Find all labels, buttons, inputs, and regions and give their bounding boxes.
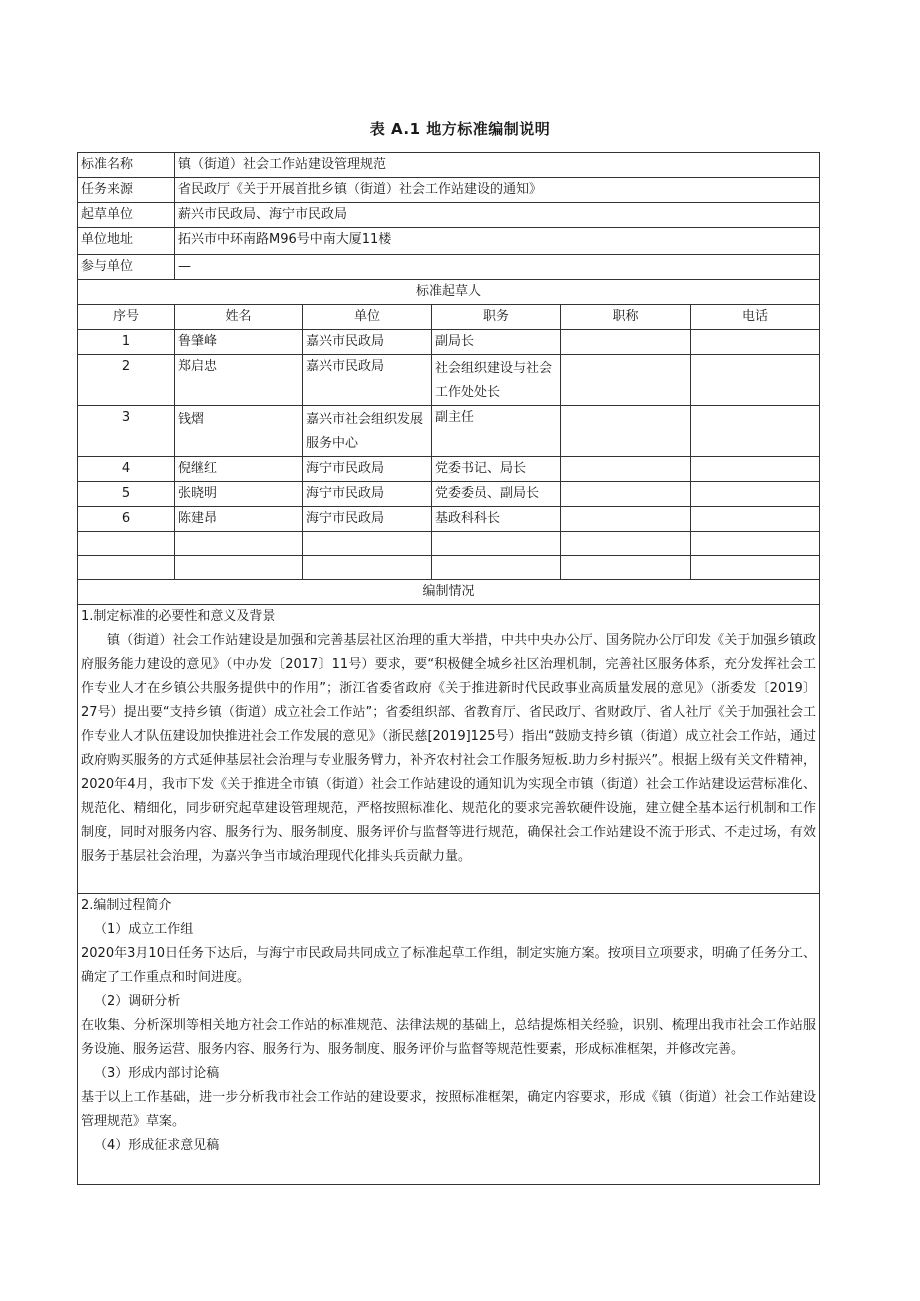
table-row	[78, 507, 820, 532]
row-draft-unit	[78, 203, 820, 228]
step2-body: 在收集、分析深圳等相关地方社会工作站的标准规范、法律法规的基础上，总结提炼相关经验，识别、梳理出我市社会工作站服务设施、服务运营、服务内容、服务行为、服务制度、服务评价与监督等规范性要素，形成标准框架，并修改完善。	[81, 1018, 817, 1057]
cell-no: 3	[78, 406, 175, 457]
col-header-rank: 职称	[561, 305, 691, 330]
part1-heading: 1.制定标准的必要性和意义及背景	[81, 609, 276, 624]
cell-name: 钱熠	[175, 406, 303, 457]
part1-row	[78, 605, 820, 894]
address-value: 拓兴市中环南路M96号中南大厦11楼	[175, 228, 820, 255]
cell-rank	[561, 406, 691, 457]
step2-heading: （2）调研分析	[94, 994, 181, 1009]
cell-no: 4	[78, 457, 175, 482]
cell-rank	[561, 507, 691, 532]
cell-rank	[561, 482, 691, 507]
compilation-section-row	[78, 580, 820, 605]
cell-no: 5	[78, 482, 175, 507]
cell-name: 鲁肇峰	[175, 330, 303, 355]
cell-no: 1	[78, 330, 175, 355]
cell-name: 郑启忠	[175, 355, 303, 406]
cell-unit: 海宁市民政局	[303, 507, 432, 532]
cell-unit: 海宁市民政局	[303, 457, 432, 482]
task-source-value: 省民政厅《关于开展首批乡镇（街道）社会工作站建设的通知》	[175, 178, 820, 203]
page-title: 表 A.1 地方标准编制说明	[369, 120, 551, 138]
row-std-name	[78, 153, 820, 178]
table-row	[78, 406, 820, 457]
part1-body: 镇（街道）社会工作站建设是加强和完善基层社区治理的重大举措，中共中央办公厅、国务院办公厅印发《关于加强乡镇政府服务能力建设的意见》（中办发〔2017〕11号）要求，要“积极健全城乡社区治理机制，完善社区服务体系，充分发挥社会工作专业人才在乡镇公共服务提供中的作用”；浙江省委省政府《关于推进新时代民政事业高质量发展的意见》（浙委发〔2019〕27号）提出要“支持乡镇（街道）成立社会工作站”；省委组织部、省教育厅、省民政厅、省财政厅、省人社厅《关于加强社会工作专业人才队伍建设加快推进社会工作发展的意见》（浙民慈[2019]125号）指出“鼓励支持乡镇（街道）成立社会工作站，通过政府购买服务的方式延伸基层社会治理与专业服务臂力，补齐农村社会工作服务短板.助力乡村振兴”。根据上级有关文件精神，2020年4月，我市下发《关于推进全市镇（街道）社会工作站建设的通知讥为实现全市镇（街道）社会工作站建设运营标准化、规范化、精细化，同步研究起草建设管理规范，严格按照标准化、规范化的要求完善软硬件设施，建立健全基本运行机制和工作制度，同时对服务内容、服务行为、服务制度、服务评价与监督等进行规范，确保社会工作站建设不流于形式、不走过场，有效服务于基层社会治理，为嘉兴争当市域治理现代化排头兵贡献力量。	[81, 633, 817, 864]
cell-phone	[691, 355, 820, 406]
part2-heading: 2.编制过程简介	[81, 898, 172, 913]
draft-unit-value: 薪兴市民政局、海宁市民政局	[175, 203, 820, 228]
cell-unit: 嘉兴市民政局	[303, 330, 432, 355]
row-address	[78, 228, 820, 255]
drafters-section-row	[78, 280, 820, 305]
std-name-label: 标准名称	[78, 153, 175, 178]
col-header-no: 序号	[78, 305, 175, 330]
cell-name: 倪继红	[175, 457, 303, 482]
draft-unit-label: 起草单位	[78, 203, 175, 228]
col-header-duty: 职务	[432, 305, 561, 330]
cell-phone	[691, 482, 820, 507]
table-row	[78, 482, 820, 507]
part2-row	[78, 894, 820, 1185]
cell-rank	[561, 355, 691, 406]
std-name-value: 镇（街道）社会工作站建设管理规范	[175, 153, 820, 178]
cell-rank	[561, 330, 691, 355]
cell-name: 陈建昂	[175, 507, 303, 532]
step4-heading: （4）形成征求意见稿	[94, 1138, 220, 1153]
task-source-label: 任务来源	[78, 178, 175, 203]
col-header-phone: 电话	[691, 305, 820, 330]
part1-cell	[78, 605, 820, 894]
table-row-empty	[78, 556, 820, 580]
row-task-source	[78, 178, 820, 203]
part2-cell	[78, 894, 820, 1185]
cell-duty: 党委书记、局长	[432, 457, 561, 482]
table-row	[78, 330, 820, 355]
step3-body: 基于以上工作基础，进一步分析我市社会工作站的建设要求，按照标准框架，确定内容要求，形成《镇（街道）社会工作站建设管理规范》草案。	[81, 1090, 817, 1129]
participants-label: 参与单位	[78, 255, 175, 280]
cell-unit: 海宁市民政局	[303, 482, 432, 507]
cell-rank	[561, 457, 691, 482]
cell-phone	[691, 507, 820, 532]
cell-duty: 基政科科长	[432, 507, 561, 532]
step3-heading: （3）形成内部讨论稿	[94, 1066, 220, 1081]
participants-value: —	[175, 255, 820, 280]
standard-explanation-table	[77, 152, 820, 1185]
cell-duty: 副局长	[432, 330, 561, 355]
step1-body: 2020年3月10日任务下达后，与海宁市民政局共同成立了标准起草工作组，制定实施方案。按项目立项要求，明确了任务分工、确定了工作重点和时间进度。	[81, 946, 817, 985]
cell-phone	[691, 330, 820, 355]
cell-no: 6	[78, 507, 175, 532]
table-row	[78, 457, 820, 482]
step1-heading: （1）成立工作组	[94, 922, 194, 937]
cell-no: 2	[78, 355, 175, 406]
drafters-header-row	[78, 305, 820, 330]
table-row	[78, 355, 820, 406]
compilation-section-title: 编制情况	[78, 580, 820, 605]
table-row-empty	[78, 532, 820, 556]
cell-unit: 嘉兴市民政局	[303, 355, 432, 406]
address-label: 单位地址	[78, 228, 175, 255]
cell-duty: 社会组织建设与社会工作处处长	[432, 355, 561, 406]
cell-duty: 副主任	[432, 406, 561, 457]
col-header-name: 姓名	[175, 305, 303, 330]
cell-duty: 党委委员、副局长	[432, 482, 561, 507]
drafters-section-title: 标准起草人	[78, 280, 820, 305]
cell-phone	[691, 406, 820, 457]
row-participants	[78, 255, 820, 280]
cell-unit: 嘉兴市社会组织发展服务中心	[303, 406, 432, 457]
cell-name: 张晓明	[175, 482, 303, 507]
cell-phone	[691, 457, 820, 482]
col-header-unit: 单位	[303, 305, 432, 330]
